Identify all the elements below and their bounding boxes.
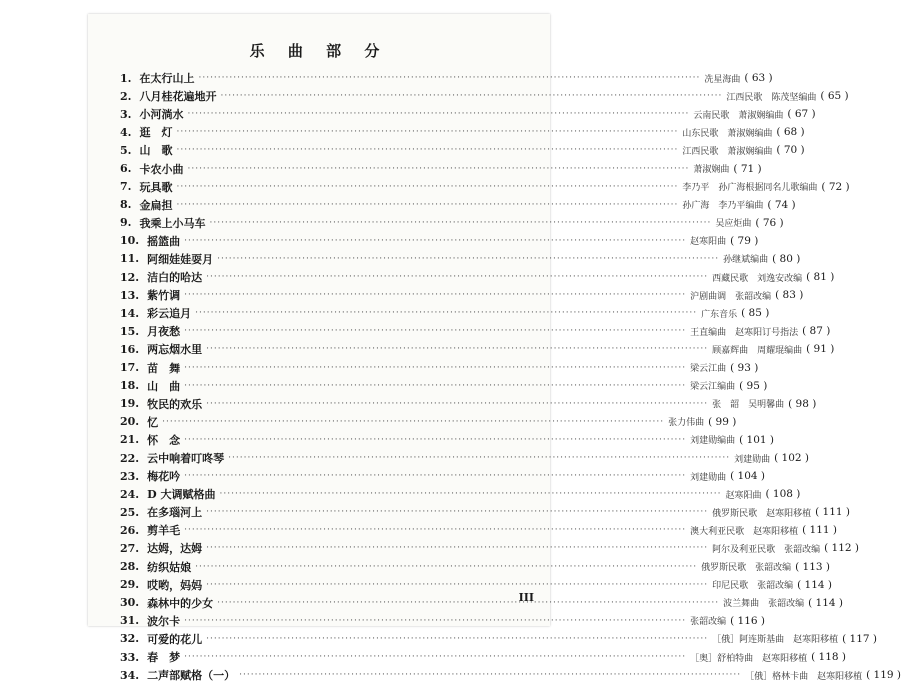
document-page [88, 14, 901, 683]
toc-entry [120, 648, 846, 666]
entry-page: ( 91 ) [806, 343, 835, 356]
toc-entry [120, 395, 817, 413]
leader-dots [176, 145, 678, 155]
entry-number: 32. [120, 632, 140, 646]
entry-title: 卡农小曲 [139, 162, 184, 176]
entry-number: 26. [120, 523, 140, 537]
entry-title: 二声部赋格（一） [147, 669, 236, 683]
entry-credit: 赵寒阳曲 [690, 237, 727, 248]
entry-title: 在太行山上 [139, 72, 195, 86]
leader-dots [206, 272, 708, 282]
entry-title: 哎哟，妈妈 [147, 578, 203, 592]
entry-number: 25. [120, 505, 140, 519]
entry-credit: 张韶改编 [690, 617, 727, 628]
entry-page: ( 79 ) [730, 234, 759, 247]
entry-credit: ［俄］格林卡曲 赵寒阳移植 [745, 671, 863, 682]
leader-dots [184, 471, 686, 481]
entry-number: 22. [120, 451, 140, 465]
toc-entry [120, 377, 768, 395]
toc-entry [120, 322, 831, 340]
leader-dots [206, 507, 708, 517]
entry-credit: 广东音乐 [701, 309, 738, 320]
toc-entry [120, 250, 801, 268]
leader-dots [184, 363, 686, 373]
leader-dots [217, 254, 719, 264]
leader-dots [187, 109, 689, 119]
entry-number: 30. [120, 596, 140, 610]
entry-credit: 吴应炬曲 [715, 219, 752, 230]
leader-dots [206, 634, 708, 644]
entry-number: 18. [120, 379, 140, 393]
entry-credit: 印尼民歌 张韶改编 [712, 581, 794, 592]
entry-title: 八月桂花遍地开 [139, 90, 217, 104]
entry-page: ( 119 ) [866, 669, 901, 682]
entry-title: 达姆，达姆 [147, 542, 203, 556]
leader-dots [184, 435, 686, 445]
leader-dots [187, 164, 689, 174]
entry-number: 27. [120, 541, 140, 555]
toc-entry [120, 304, 770, 322]
entry-page: ( 102 ) [774, 452, 809, 465]
entry-number: 3. [120, 107, 132, 121]
entry-page: ( 117 ) [842, 632, 877, 645]
entry-title: 金扁担 [139, 198, 173, 212]
entry-page: ( 104 ) [730, 470, 765, 483]
toc-entry [120, 268, 835, 286]
entry-title: 两忘烟水里 [147, 343, 203, 357]
entry-number: 24. [120, 487, 140, 501]
leader-dots [176, 127, 678, 137]
entry-number: 19. [120, 397, 140, 411]
entry-number: 13. [120, 288, 140, 302]
entry-title: D 大调赋格曲 [147, 488, 216, 502]
entry-title: 阿细娃娃耍月 [147, 252, 214, 266]
entry-credit: 张 韶 吴明馨曲 [712, 400, 785, 411]
entry-number: 5. [120, 143, 132, 157]
leader-dots [195, 562, 697, 572]
leader-dots [220, 489, 722, 499]
entry-number: 1. [120, 71, 132, 85]
leader-dots [239, 670, 741, 680]
entry-page: ( 99 ) [708, 415, 737, 428]
entry-title: 小河淌水 [139, 108, 184, 122]
leader-dots [198, 73, 700, 83]
toc-entry [120, 630, 877, 648]
toc-entry [120, 340, 835, 358]
leader-dots [206, 399, 708, 409]
entry-page: ( 113 ) [795, 560, 830, 573]
toc-entry [120, 159, 762, 177]
entry-credit: 澳大利亚民歌 赵寒阳移植 [690, 526, 799, 537]
entry-title: 波尔卡 [147, 614, 181, 628]
entry-number: 31. [120, 614, 140, 628]
entry-credit: 俄罗斯民歌 张韶改编 [701, 563, 792, 574]
entry-number: 21. [120, 433, 140, 447]
leader-dots [184, 381, 686, 391]
entry-page: ( 74 ) [767, 198, 796, 211]
entry-credit: 刘建勋曲 [734, 454, 771, 465]
leader-dots [176, 182, 678, 192]
toc-entry [120, 666, 901, 684]
entry-number: 15. [120, 324, 140, 338]
entry-page: ( 95 ) [739, 379, 768, 392]
toc-entry [120, 196, 796, 214]
entry-page: ( 111 ) [815, 506, 850, 519]
entry-title: 山 歌 [139, 144, 173, 158]
leader-dots [228, 453, 730, 463]
entry-page: ( 114 ) [797, 578, 832, 591]
entry-credit: 沪剧曲调 张韶改编 [690, 291, 772, 302]
entry-title: 怀 念 [147, 433, 181, 447]
entry-credit: 赵寒阳曲 [725, 490, 762, 501]
entry-credit: 刘建勋编曲 [690, 436, 736, 447]
entry-title: 山 曲 [147, 379, 181, 393]
entry-title: 梅花吟 [147, 470, 181, 484]
toc-entry [120, 612, 765, 630]
entry-page: ( 108 ) [765, 488, 801, 501]
entry-title: 剪羊毛 [147, 524, 181, 538]
toc-entry [120, 485, 801, 503]
toc-entry [120, 232, 759, 250]
toc-entry [120, 87, 849, 105]
toc-entry [120, 286, 804, 304]
entry-page: ( 65 ) [820, 90, 849, 103]
toc-entry [120, 141, 805, 159]
toc-entry [120, 449, 809, 467]
entry-title: 森林中的少女 [147, 596, 214, 610]
entry-page: ( 112 ) [824, 542, 859, 555]
entry-page: ( 71 ) [733, 162, 762, 175]
toc-entry [120, 431, 774, 449]
entry-title: 在多瑙河上 [147, 506, 203, 520]
leader-dots [206, 580, 708, 590]
entry-credit: 江西民歌 陈茂坚编曲 [726, 92, 817, 103]
entry-credit: 李乃平 孙广海根据同名儿歌编曲 [682, 183, 818, 194]
entry-credit: 顾嘉辉曲 周耀琨编曲 [712, 345, 803, 356]
leader-dots [176, 200, 678, 210]
entry-number: 34. [120, 668, 140, 682]
leader-dots [184, 326, 686, 336]
entry-number: 12. [120, 270, 140, 284]
toc-entry [120, 558, 830, 576]
entry-page: ( 76 ) [755, 216, 784, 229]
entry-title: 云中响着叮咚琴 [147, 452, 225, 466]
toc-entry [120, 503, 850, 521]
leader-dots [195, 308, 697, 318]
entry-page: ( 68 ) [776, 126, 805, 139]
toc-entry [120, 214, 784, 232]
entry-number: 16. [120, 342, 140, 356]
entry-number: 23. [120, 469, 140, 483]
page-number: III [518, 591, 534, 604]
entry-page: ( 80 ) [772, 252, 801, 265]
entry-number: 28. [120, 560, 140, 574]
entry-page: ( 83 ) [775, 289, 804, 302]
entry-credit: ［奥］舒柏特曲 赵寒阳移植 [690, 653, 808, 664]
section-title: 乐 曲 部 分 [249, 42, 389, 60]
entry-credit: 波兰舞曲 张韶改编 [723, 599, 805, 610]
entry-page: ( 118 ) [811, 651, 846, 664]
entry-credit: 刘建勋曲 [690, 472, 727, 483]
entry-credit: 江西民歌 萧淑娴编曲 [682, 146, 773, 157]
entry-title: 洁白的哈达 [147, 271, 203, 285]
table-of-contents [120, 69, 901, 684]
entry-number: 20. [120, 415, 140, 429]
entry-page: ( 101 ) [739, 433, 774, 446]
leader-dots [220, 91, 722, 101]
entry-title: 月夜愁 [147, 325, 181, 339]
leader-dots [184, 290, 686, 300]
entry-title: 紫竹调 [147, 289, 181, 303]
leader-dots [184, 236, 686, 246]
toc-entry [120, 359, 759, 377]
leader-dots [217, 598, 719, 608]
entry-credit: 萧淑娴曲 [693, 165, 730, 176]
toc-entry [120, 69, 773, 87]
leader-dots [184, 525, 686, 535]
entry-number: 7. [120, 180, 132, 194]
toc-entry [120, 178, 850, 196]
toc-entry [120, 123, 805, 141]
entry-title: 纺织姑娘 [147, 560, 192, 574]
entry-number: 14. [120, 306, 140, 320]
toc-entry [120, 521, 837, 539]
entry-page: ( 87 ) [802, 325, 831, 338]
entry-credit: 张力伟曲 [668, 418, 705, 429]
entry-page: ( 72 ) [821, 180, 850, 193]
toc-entry [120, 594, 843, 612]
toc-entry [120, 105, 816, 123]
leader-dots [184, 652, 686, 662]
entry-credit: 云南民歌 萧淑娴编曲 [693, 110, 784, 121]
entry-title: 可爱的花儿 [147, 632, 203, 646]
entry-page: ( 116 ) [730, 614, 765, 627]
entry-number: 33. [120, 650, 140, 664]
entry-credit: 梁云江曲 [690, 364, 727, 375]
entry-title: 摇篮曲 [147, 234, 181, 248]
entry-number: 9. [120, 216, 132, 230]
entry-credit: 西藏民歌 刘逸安改编 [712, 273, 803, 284]
entry-title: 彩云追月 [147, 307, 192, 321]
entry-number: 10. [120, 234, 140, 248]
entry-credit: 山东民歌 萧淑娴编曲 [682, 128, 773, 139]
entry-credit: 阿尔及利亚民歌 张韶改编 [712, 544, 821, 555]
entry-page: ( 81 ) [806, 271, 835, 284]
entry-page: ( 85 ) [741, 307, 770, 320]
entry-number: 29. [120, 578, 140, 592]
entry-page: ( 98 ) [788, 397, 817, 410]
entry-number: 11. [120, 252, 140, 266]
entry-page: ( 63 ) [744, 72, 773, 85]
toc-entry [120, 413, 737, 431]
leader-dots [206, 543, 708, 553]
leader-dots [162, 417, 664, 427]
entry-title: 春 梦 [147, 651, 181, 665]
entry-credit: 俄罗斯民歌 赵寒阳移植 [712, 508, 812, 519]
entry-credit: 梁云江编曲 [690, 382, 736, 393]
entry-page: ( 114 ) [808, 596, 843, 609]
entry-number: 2. [120, 89, 132, 103]
entry-title: 忆 [147, 415, 159, 429]
toc-entry [120, 576, 832, 594]
entry-number: 17. [120, 361, 140, 375]
entry-page: ( 67 ) [787, 108, 816, 121]
entry-credit: 孙继斌编曲 [723, 255, 769, 266]
entry-credit: 王直编曲 赵寒阳订号指法 [690, 327, 799, 338]
leader-dots [184, 616, 686, 626]
leader-dots [206, 344, 708, 354]
entry-number: 8. [120, 198, 132, 212]
entry-page: ( 70 ) [776, 144, 805, 157]
entry-number: 6. [120, 162, 132, 176]
entry-title: 逛 灯 [139, 126, 173, 140]
entry-credit: ［俄］阿连斯基曲 赵寒阳移植 [712, 635, 839, 646]
toc-entry [120, 539, 859, 557]
entry-title: 苗 舞 [147, 361, 181, 375]
entry-title: 牧民的欢乐 [147, 397, 203, 411]
toc-entry [120, 467, 765, 485]
entry-page: ( 111 ) [802, 524, 837, 537]
entry-credit: 冼星海曲 [704, 74, 741, 85]
entry-credit: 孙广海 李乃平编曲 [682, 201, 764, 212]
leader-dots [209, 218, 711, 228]
entry-title: 我乘上小马车 [139, 216, 206, 230]
entry-title: 玩具歌 [139, 180, 173, 194]
entry-number: 4. [120, 125, 132, 139]
entry-page: ( 93 ) [730, 361, 759, 374]
